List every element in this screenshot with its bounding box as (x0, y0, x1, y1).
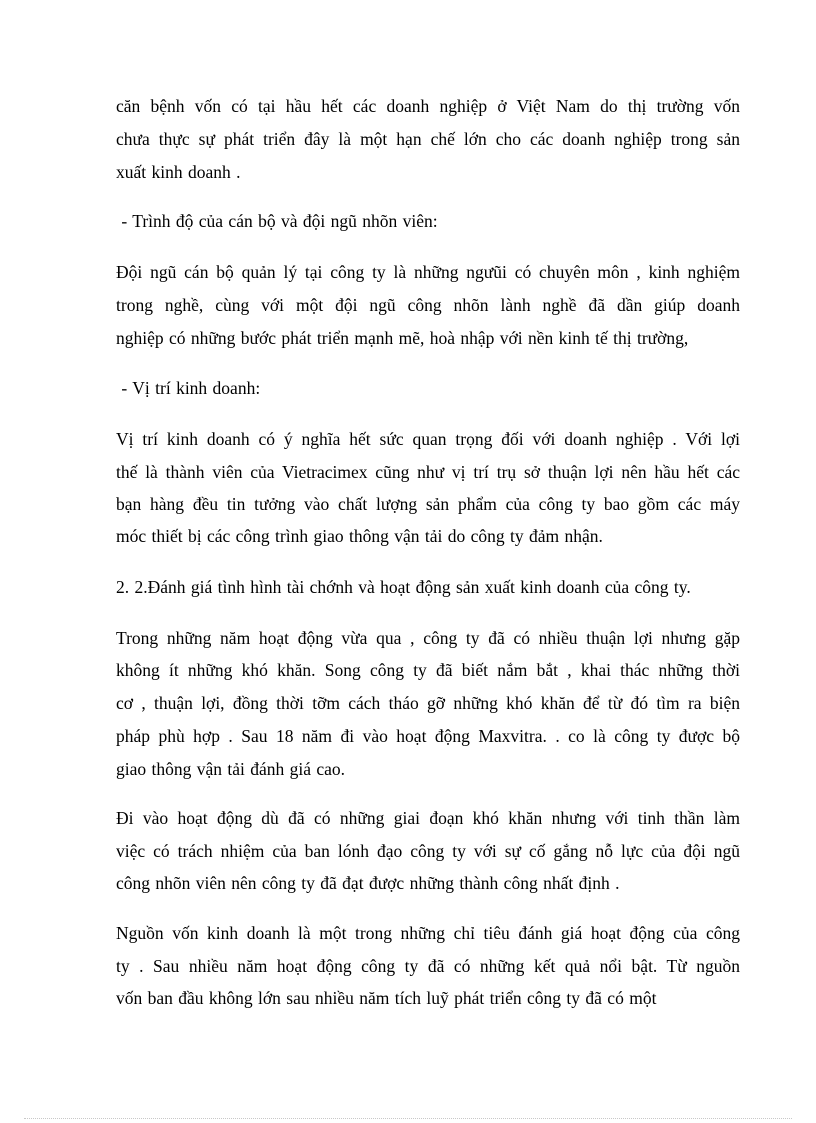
paragraph-1-line-2: chưa thực sự phát triển đây là một hạn chế lớn cho các doanh nghiệp trong sản (116, 129, 740, 149)
paragraph-1-line-3: xuất kinh doanh . (116, 162, 241, 182)
paragraph-1-line-1: căn bệnh vốn có tại hầu hết các doanh nghiệp ở Việt Nam do thị trường vốn (116, 96, 740, 116)
paragraph-3-line-1: Đội ngũ cán bộ quản lý tại công ty là những ngưũi có chuyên môn , kinh nghiệm (116, 262, 740, 282)
paragraph-5-line-2: thế là thành viên của Vietracimex cũng như vị trí trụ sở thuận lợi nên hầu hết các (116, 462, 740, 482)
paragraph-3-line-2: trong nghề, cùng với một đội ngũ công nhõn lành nghề đã dần giúp doanh (116, 295, 740, 315)
section-heading-2-2: 2. 2.Đánh giá tình hình tài chớnh và hoạt động sản xuất kinh doanh của công ty. (116, 577, 691, 597)
page-bottom-divider (24, 1118, 792, 1119)
subheading-staff-qualification: - Trình độ của cán bộ và đội ngũ nhõn viên: (116, 211, 438, 231)
paragraph-8-line-2: việc có trách nhiệm của ban lónh đạo công ty với sự cố gắng nỗ lực của đội ngũ (116, 841, 740, 861)
paragraph-8-line-1: Đi vào hoạt động dù đã có những giai đoạn khó khăn nhưng với tinh thần làm (116, 808, 740, 828)
paragraph-5-line-3: bạn hàng đều tin tưởng vào chất lượng sản phẩm của công ty bao gồm các máy (116, 494, 740, 514)
paragraph-7-line-4: pháp phù hợp . Sau 18 năm đi vào hoạt động Maxvitra. . co là công ty được bộ (116, 726, 740, 746)
paragraph-7-line-2: không ít những khó khăn. Song công ty đã biết nắm bắt , khai thác những thời (116, 660, 740, 680)
paragraph-7-line-5: giao thông vận tải đánh giá cao. (116, 759, 346, 779)
paragraph-7-line-3: cơ , thuận lợi, đồng thời tỡm cách tháo gỡ những khó khăn để từ đó tìm ra biện (116, 693, 740, 713)
paragraph-7-line-1: Trong những năm hoạt động vừa qua , công ty đã có nhiều thuận lợi nhưng gặp (116, 628, 740, 648)
paragraph-3-line-3: nghiệp có những bước phát triển mạnh mẽ, hoà nhập với nền kinh tế thị trường, (116, 328, 689, 348)
subheading-business-location: - Vị trí kinh doanh: (116, 378, 261, 398)
paragraph-9-line-1: Nguồn vốn kinh doanh là một trong những chỉ tiêu đánh giá hoạt động của công (116, 923, 740, 943)
paragraph-5-line-1: Vị trí kinh doanh có ý nghĩa hết sức quan trọng đối với doanh nghiệp . Với lợi (116, 429, 740, 449)
paragraph-9-line-2: ty . Sau nhiều năm hoạt động công ty đã có những kết quả nổi bật. Từ nguồn (116, 956, 740, 976)
paragraph-8-line-3: công nhõn viên nên công ty đã đạt được những thành công nhất định . (116, 873, 620, 893)
paragraph-9-line-3: vốn ban đầu không lớn sau nhiều năm tích luỹ phát triển công ty đã có một (116, 988, 657, 1008)
paragraph-5-line-4: móc thiết bị các công trình giao thông vận tải do công ty đảm nhận. (116, 526, 603, 546)
